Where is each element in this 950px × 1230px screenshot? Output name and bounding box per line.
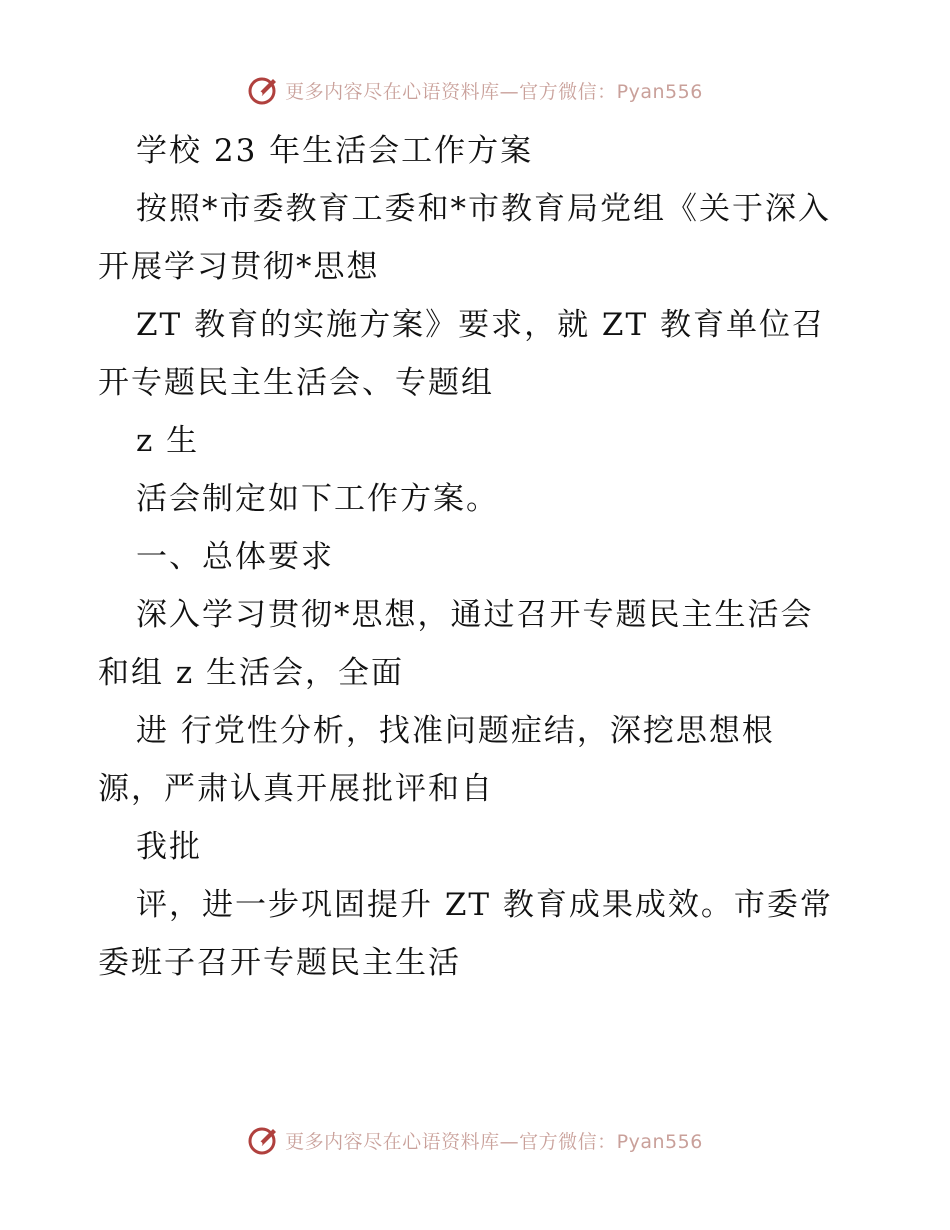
doc-line: 我批 [136,829,202,865]
doc-line: ZT 教育的实施方案》要求，就 ZT 教育单位召 [136,307,825,343]
document-body [98,122,878,992]
doc-line: 进 行党性分析，找准问题症结，深挖思想根 [136,713,775,749]
watermark-text: 更多内容尽在心语资料库—官方微信：Pyan556 [285,1130,703,1153]
doc-line: 按照*市委教育工委和*市教育局党组《关于深入 [136,191,831,227]
doc-line: z 生 [136,423,200,459]
doc-line: 委班子召开专题民主生活 [98,945,461,981]
doc-title: 学校 23 年生活会工作方案 [136,133,534,169]
doc-line: 开专题民主生活会、专题组 [98,365,494,401]
pen-nib-logo-icon [247,73,281,107]
header-watermark [0,73,950,107]
watermark-text: 更多内容尽在心语资料库—官方微信：Pyan556 [285,80,703,103]
doc-line: 评，进一步巩固提升 ZT 教育成果成效。市委常 [136,887,833,923]
doc-line: 源，严肃认真开展批评和自 [98,771,494,807]
doc-line: 深入学习贯彻*思想，通过召开专题民主生活会 [136,597,814,633]
doc-line: 和组 z 生活会，全面 [98,655,405,691]
section-heading: 一、总体要求 [136,539,334,575]
footer-watermark [0,1123,950,1157]
doc-line: 开展学习贯彻*思想 [98,249,380,285]
doc-line: 活会制定如下工作方案。 [136,481,499,517]
pen-nib-logo-icon [247,1123,281,1157]
